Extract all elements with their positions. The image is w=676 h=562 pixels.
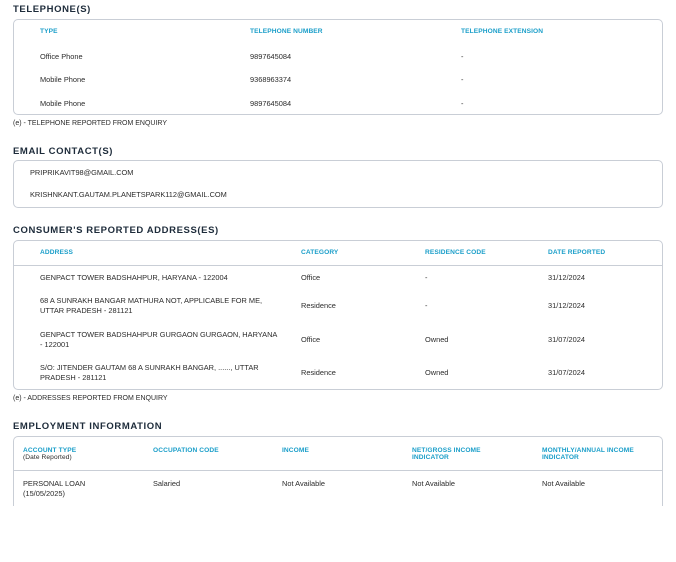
address-header-category: CATEGORY [301, 249, 339, 256]
employment-date-reported-value: (15/05/2025) [23, 488, 65, 498]
address-row-2-residence-code: - [425, 301, 428, 310]
telephone-row-3-extension: - [461, 99, 464, 108]
email-section-title: EMAIL CONTACT(S) [13, 146, 114, 157]
telephone-row-3-type: Mobile Phone [40, 99, 86, 108]
employment-header-account-type [23, 447, 76, 461]
address-header-residence-code: RESIDENCE CODE [425, 249, 486, 256]
telephone-note: (e) - TELEPHONE REPORTED FROM ENQUIRY [13, 120, 168, 127]
telephone-header-number: TELEPHONE NUMBER [250, 28, 323, 35]
address-row-2-date: 31/12/2024 [548, 301, 585, 310]
email-item-2: KRISHNKANT.GAUTAM.PLANETSPARK112@GMAIL.COM [30, 190, 227, 199]
telephone-header-extension: TELEPHONE EXTENSION [461, 28, 544, 35]
address-row-1-residence-code: - [425, 273, 428, 282]
address-row-2-category: Residence [301, 301, 336, 310]
employment-section-title: EMPLOYMENT INFORMATION [13, 421, 163, 432]
address-table [13, 240, 663, 390]
employment-header-monthly-annual: MONTHLY/ANNUAL INCOME INDICATOR [542, 447, 634, 461]
telephone-row-1-number: 9897645084 [250, 52, 292, 61]
employment-header-income: INCOME [282, 447, 309, 454]
address-header-address: ADDRESS [40, 249, 73, 256]
telephone-row-1-extension: - [461, 52, 464, 61]
employment-table [13, 436, 663, 506]
telephone-row-2-type: Mobile Phone [40, 75, 86, 84]
email-item-1: PRIPRIKAVIT98@GMAIL.COM [30, 168, 134, 177]
address-row-1-address: GENPACT TOWER BADSHAHPUR, HARYANA - 122004 [40, 273, 228, 282]
employment-income-value: Not Available [282, 479, 326, 488]
address-header-date-reported: DATE REPORTED [548, 249, 606, 256]
telephone-row-2-number: 9368963374 [250, 75, 292, 84]
email-list [13, 160, 663, 208]
employment-header-date-reported: (Date Reported) [23, 454, 72, 461]
telephone-row-2-extension: - [461, 75, 464, 84]
address-row-1-category: Office [301, 273, 321, 282]
employment-header-occupation: OCCUPATION CODE [153, 447, 219, 454]
address-note: (e) - ADDRESSES REPORTED FROM ENQUIRY [13, 395, 168, 402]
employment-net-gross-value: Not Available [412, 479, 456, 488]
employment-header-net-gross: NET/GROSS INCOME INDICATOR [412, 447, 481, 461]
address-row-2-address: 68 A SUNRAKH BANGAR MATHURA NOT, APPLICABLE FOR ME, UTTAR PRADESH - 281121 [40, 296, 263, 315]
address-row-3-residence-code: Owned [425, 335, 449, 344]
address-row-4-residence-code: Owned [425, 368, 449, 377]
employment-header-account-type-label: ACCOUNT TYPE [23, 447, 77, 454]
address-row-4-address: S/O: JITENDER GAUTAM 68 A SUNRAKH BANGAR, ......, UTTAR PRADESH - 281121 [40, 363, 259, 382]
employment-occupation-value: Salaried [153, 479, 181, 488]
address-row-1-date: 31/12/2024 [548, 273, 585, 282]
telephone-row-3-number: 9897645084 [250, 99, 292, 108]
employment-monthly-annual-value: Not Available [542, 479, 586, 488]
address-row-3-date: 31/07/2024 [548, 335, 585, 344]
telephone-row-1-type: Office Phone [40, 52, 83, 61]
address-row-3-address: GENPACT TOWER BADSHAHPUR GURGAON GURGAON, HARYANA - 122001 [40, 330, 277, 349]
telephone-table [13, 19, 663, 115]
employment-account-type [23, 479, 85, 498]
employment-account-type-value: PERSONAL LOAN [23, 479, 86, 488]
telephone-header-type: TYPE [40, 28, 58, 35]
address-row-4-date: 31/07/2024 [548, 368, 585, 377]
address-section-title: CONSUMER'S REPORTED ADDRESS(ES) [13, 225, 219, 236]
address-row-3-category: Office [301, 335, 321, 344]
address-header-divider [14, 265, 662, 266]
employment-header-divider [14, 470, 662, 471]
address-row-4-category: Residence [301, 368, 336, 377]
telephone-section-title: TELEPHONE(S) [13, 4, 91, 15]
